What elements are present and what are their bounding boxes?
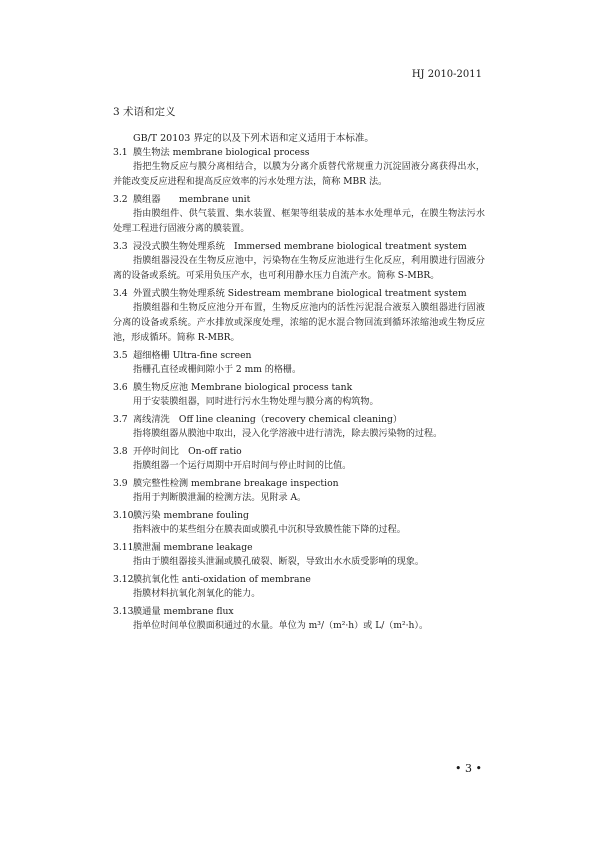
term-entry bbox=[113, 605, 485, 634]
term-title: 外置式膜生物处理系统 Sidestream membrane biological treatment system bbox=[133, 288, 467, 299]
term-definition: 指由膜组件、供气装置、集水装置、框架等组装成的基本水处理单元，在膜生物法污水处理工程进行固液分离的膜装置。 bbox=[113, 209, 485, 234]
term-definition: 指膜组器一个运行周期中开启时间与停止时间的比值。 bbox=[133, 461, 352, 471]
term-definition: 指膜组器和生物反应池分开布置，生物反应池内的活性污泥混合液泵入膜组器进行固液分离的设备或系统。产水排放或深度处理，浓缩的泥水混合物回流到循环浓缩池或生物反应池，形成循环。简称 R-MBR。 bbox=[113, 303, 485, 343]
term-definition: 指单位时间单位膜面积通过的水量。单位为 m³/（m²·h）或 L/（m²·h）。 bbox=[133, 621, 429, 631]
term-number: 3.6 bbox=[113, 382, 128, 393]
term-heading bbox=[113, 541, 485, 555]
term-number: 3.12 bbox=[113, 574, 134, 585]
term-definition: 指料液中的某些组分在膜表面或膜孔中沉积导致膜性能下降的过程。 bbox=[133, 525, 406, 535]
term-number: 3.5 bbox=[113, 350, 128, 361]
term-definition: 指膜材料抗氧化剂氧化的能力。 bbox=[133, 589, 261, 599]
term-entry bbox=[113, 509, 485, 538]
term-title: 膜污染 membrane fouling bbox=[133, 510, 249, 521]
term-heading bbox=[113, 605, 485, 619]
terms-list bbox=[113, 146, 485, 637]
term-title: 膜抗氧化性 anti-oxidation of membrane bbox=[133, 574, 311, 585]
term-entry bbox=[113, 445, 485, 474]
term-title: 浸没式膜生物处理系统 Immersed membrane biological treatment system bbox=[133, 241, 467, 252]
page-number: • 3 • bbox=[455, 762, 482, 775]
term-heading bbox=[113, 381, 485, 395]
term-title: 膜组器 membrane unit bbox=[133, 194, 251, 205]
term-entry bbox=[113, 349, 485, 378]
term-entry bbox=[113, 541, 485, 570]
document-code: HJ 2010-2011 bbox=[411, 69, 482, 80]
term-number: 3.2 bbox=[113, 194, 128, 205]
term-heading bbox=[113, 349, 485, 363]
term-number: 3.3 bbox=[113, 241, 128, 252]
term-title: 超细格栅 Ultra-fine screen bbox=[133, 350, 252, 361]
term-heading bbox=[113, 573, 485, 587]
term-definition: 指由于膜组器接头泄漏或膜孔破裂、断裂，导致出水水质受影响的现象。 bbox=[133, 557, 425, 567]
term-number: 3.4 bbox=[113, 288, 128, 299]
term-heading bbox=[113, 287, 485, 301]
term-number: 3.7 bbox=[113, 414, 128, 425]
term-entry bbox=[113, 413, 485, 442]
term-heading bbox=[113, 509, 485, 523]
term-definition: 指膜组器浸没在生物反应池中，污染物在生物反应池进行生化反应，利用膜进行固液分离的设备或系统。可采用负压产水，也可利用静水压力自流产水。简称 S-MBR。 bbox=[113, 256, 485, 281]
term-definition: 指用于判断膜泄漏的检测方法。见附录 A。 bbox=[133, 493, 307, 503]
term-definition: 指把生物反应与膜分离相结合，以膜为分离介质替代常规重力沉淀固液分离获得出水，并能改变反应进程和提高反应效率的污水处理方法，简称 MBR 法。 bbox=[113, 162, 485, 187]
term-title: 膜完整性检测 membrane breakage inspection bbox=[133, 478, 339, 489]
term-title: 膜生物法 membrane biological process bbox=[133, 147, 310, 158]
term-number: 3.9 bbox=[113, 478, 128, 489]
term-number: 3.11 bbox=[113, 542, 134, 553]
term-entry bbox=[113, 381, 485, 410]
term-heading bbox=[113, 193, 485, 207]
term-heading bbox=[113, 240, 485, 254]
term-number: 3.10 bbox=[113, 510, 134, 521]
term-title: 离线清洗 Off line cleaning（recovery chemical cleaning） bbox=[133, 414, 403, 425]
term-number: 3.1 bbox=[113, 147, 128, 158]
term-heading bbox=[113, 413, 485, 427]
term-entry bbox=[113, 477, 485, 506]
term-definition: 用于安装膜组器，同时进行污水生物处理与膜分离的构筑物。 bbox=[133, 397, 379, 407]
term-entry bbox=[113, 240, 485, 284]
term-definition: 指将膜组器从膜池中取出，浸入化学溶液中进行清洗，除去膜污染物的过程。 bbox=[133, 429, 443, 439]
section-title: 3 术语和定义 bbox=[113, 106, 176, 118]
term-title: 膜通量 membrane flux bbox=[133, 606, 234, 617]
term-heading bbox=[113, 146, 485, 160]
term-entry bbox=[113, 193, 485, 237]
term-title: 开停时间比 On-off ratio bbox=[133, 446, 242, 457]
term-number: 3.13 bbox=[113, 606, 134, 617]
term-entry bbox=[113, 146, 485, 190]
term-definition: 指栅孔直径或栅间隙小于 2 mm 的格栅。 bbox=[133, 365, 302, 375]
term-title: 膜生物反应池 Membrane biological process tank bbox=[133, 382, 353, 393]
term-heading bbox=[113, 445, 485, 459]
term-entry bbox=[113, 573, 485, 602]
term-entry bbox=[113, 287, 485, 346]
section-intro: GB/T 20103 界定的以及下列术语和定义适用于本标准。 bbox=[133, 133, 374, 144]
term-heading bbox=[113, 477, 485, 491]
term-number: 3.8 bbox=[113, 446, 128, 457]
term-title: 膜泄漏 membrane leakage bbox=[133, 542, 253, 553]
